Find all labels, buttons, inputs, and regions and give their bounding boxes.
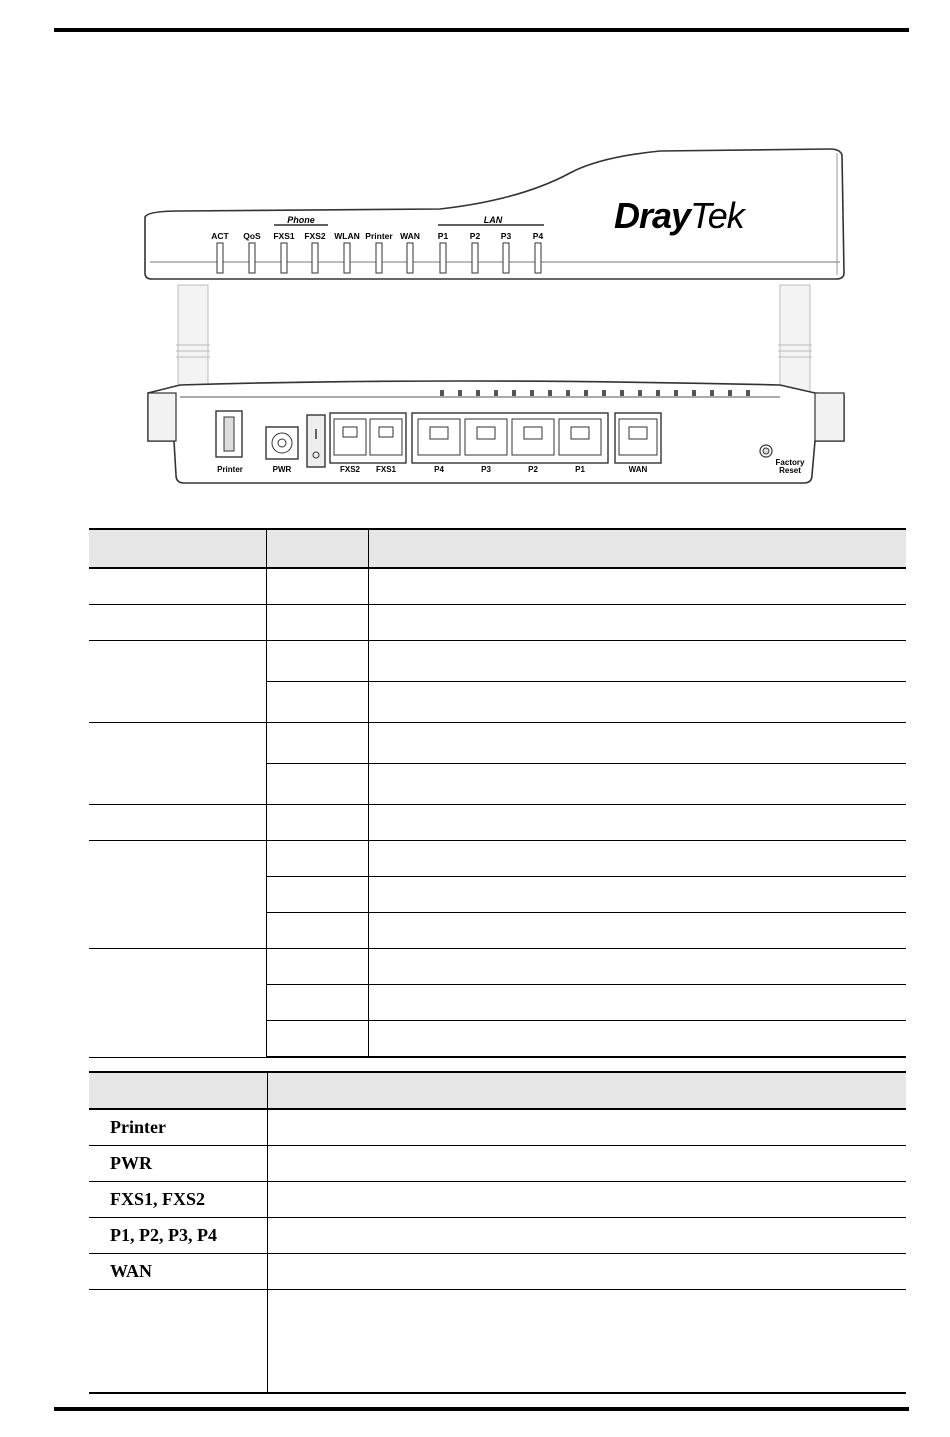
port-label-p1: P1: [575, 465, 585, 474]
interface-name: FXS1, FXS2: [89, 1182, 267, 1218]
factory-reset-label: Factory Reset: [775, 458, 805, 475]
table-row: [89, 1218, 906, 1254]
header-rule: [54, 28, 909, 32]
draytek-logo: DrayTek: [614, 195, 744, 236]
led-label-wan: WAN: [400, 231, 420, 241]
footer-rule: [54, 1407, 909, 1411]
table-header-row: [89, 1072, 906, 1109]
interface-table: [89, 1071, 906, 1394]
router-illustration: [140, 145, 850, 490]
led-status-table: [89, 528, 906, 1058]
port-label-wan: WAN: [628, 465, 648, 474]
port-label-p4: P4: [434, 465, 444, 474]
interface-name: PWR: [89, 1146, 267, 1182]
port-label-p2: P2: [528, 465, 538, 474]
led-label-qos: QoS: [243, 231, 261, 241]
led-label-p1: P1: [437, 231, 449, 241]
interface-name: Printer: [89, 1109, 267, 1146]
table-row: [89, 1290, 906, 1394]
led-label-p3: P3: [500, 231, 512, 241]
interface-name: [89, 1290, 267, 1394]
led-label-p2: P2: [469, 231, 481, 241]
table-row: [89, 605, 906, 641]
port-label-fxs2: FXS2: [339, 465, 361, 474]
port-label-pwr: PWR: [272, 465, 292, 474]
led-label-printer: Printer: [365, 231, 393, 241]
table-row: [89, 641, 906, 682]
table-row: [89, 1146, 906, 1182]
table-row: [89, 1182, 906, 1218]
port-label-fxs1: FXS1: [375, 465, 397, 474]
port-label-p3: P3: [481, 465, 491, 474]
table-header-row: [89, 529, 906, 568]
led-label-act: ACT: [211, 231, 229, 241]
table-row: [89, 568, 906, 605]
led-label-wlan: WLAN: [334, 231, 360, 241]
table-row: [89, 805, 906, 841]
interface-name: WAN: [89, 1254, 267, 1290]
led-label-fxs1: FXS1: [273, 231, 295, 241]
table-row: [89, 1254, 906, 1290]
port-label-printer: Printer: [217, 465, 243, 474]
table-row: [89, 1109, 906, 1146]
interface-name: P1, P2, P3, P4: [89, 1218, 267, 1254]
phone-group-label: Phone: [287, 215, 315, 225]
led-label-fxs2: FXS2: [304, 231, 326, 241]
led-label-p4: P4: [532, 231, 544, 241]
table-row: [89, 949, 906, 985]
lan-group-label: LAN: [483, 215, 503, 225]
table-row: [89, 841, 906, 877]
table-row: [89, 723, 906, 764]
